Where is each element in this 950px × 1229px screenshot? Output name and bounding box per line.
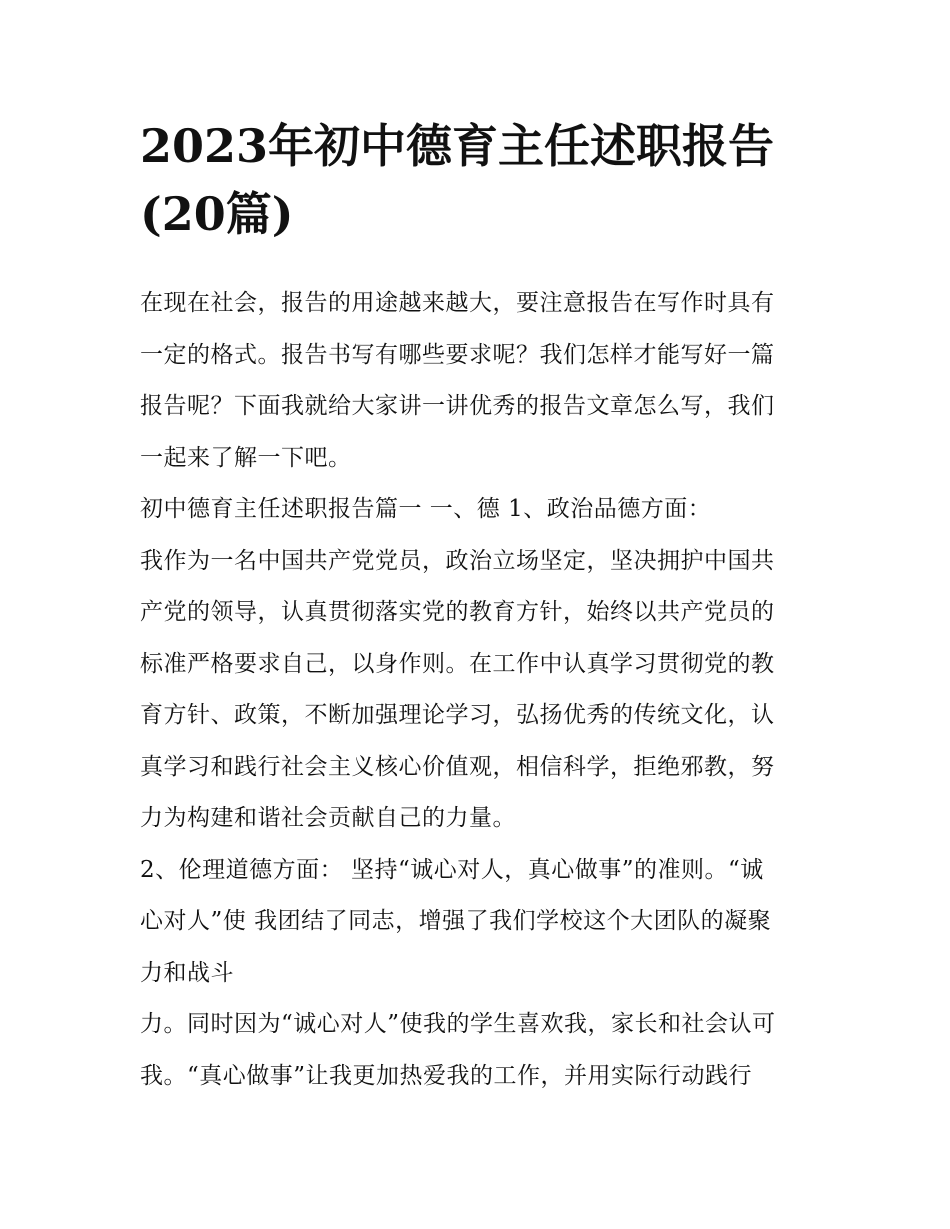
text-line: 一起来了解一下吧。 [140, 444, 352, 471]
text-line: 2、伦理道德方面： 坚持“诚心对人，真心做事”的准则。“诚 [140, 856, 764, 883]
text-line: 育方针、政策，不断加强理论学习，弘扬优秀的传统文化，认 [140, 702, 775, 728]
text-line: 报告呢？下面我就给大家讲一讲优秀的报告文章怎么写，我们 [140, 393, 775, 419]
paragraph-section-heading [140, 484, 830, 536]
text-line: 在现在社会，报告的用途越来越大，要注意报告在写作时具有 [140, 290, 775, 316]
text-line: 我作为一名中国共产党党员，政治立场坚定，坚决拥护中国共 [140, 547, 775, 574]
document-body [140, 278, 830, 1102]
text-line: 一定的格式。报告书写有哪些要求呢？我们怎样才能写好一篇 [140, 341, 775, 368]
text-line: 产党的领导，认真贯彻落实党的教育方针，始终以共产党员的 [140, 599, 775, 625]
text-line: 真学习和践行社会主义核心价值观，相信科学，拒绝邪教，努 [140, 753, 775, 780]
text-line: 初中德育主任述职报告篇一 一、德 1、政治品德方面： [140, 496, 712, 522]
text-line: 力为构建和谐社会贡献自己的力量。 [140, 805, 516, 831]
text-line: 标准严格要求自己，以身作则。在工作中认真学习贯彻党的教 [140, 650, 775, 677]
document-title [140, 112, 830, 248]
text-line: 力和战斗 [140, 959, 234, 986]
text-line: 我。“真心做事”让我更加热爱我的工作，并用实际行动践行 [140, 1062, 753, 1089]
title-line-2: (20篇) [140, 187, 294, 241]
title-line-1: 2023年初中德育主任述职报告 [140, 119, 775, 173]
text-line: 力。同时因为“诚心对人”使我的学生喜欢我，家长和社会认可 [140, 1011, 776, 1037]
text-line: 心对人”使 我团结了同志，增强了我们学校这个大团队的凝聚 [140, 908, 772, 934]
paragraph-intro [140, 278, 830, 484]
paragraph-ethics-continued [140, 999, 830, 1102]
paragraph-ethics [140, 845, 830, 1000]
paragraph-political-morality [140, 536, 830, 845]
